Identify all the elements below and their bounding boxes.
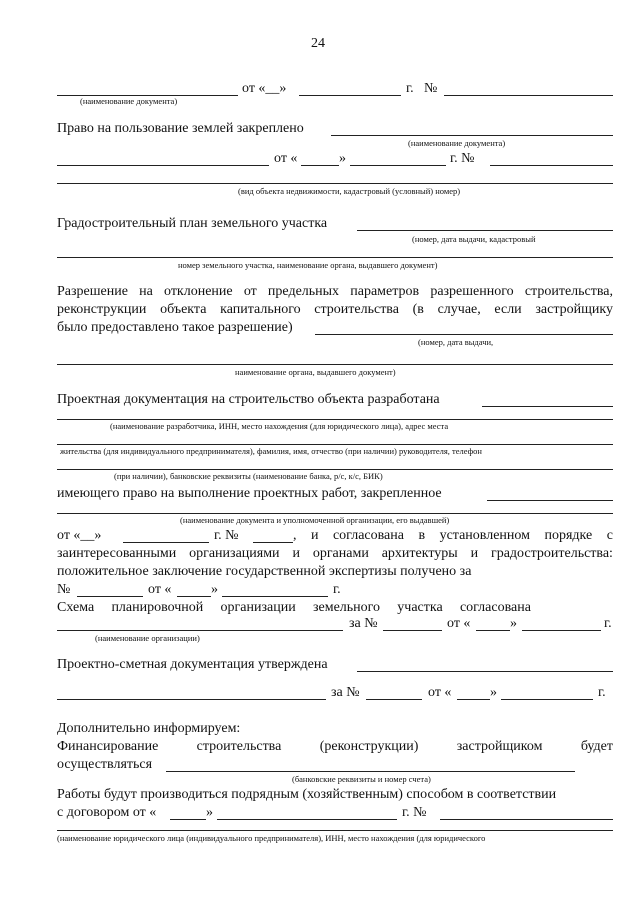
project-docs-line-5[interactable] — [57, 513, 613, 514]
deviation-permit-word: от — [243, 284, 257, 299]
site-plan-title-word: земельного — [312, 600, 381, 615]
works-line: Работы будут производиться подрядным (хозяйственным) способом в соответствии — [57, 787, 557, 802]
project-docs-date-from: от «__» — [57, 528, 102, 543]
estimate-docs-month-line[interactable] — [501, 699, 593, 700]
site-plan-title-word: согласована — [459, 600, 531, 615]
site-plan-day-line[interactable] — [476, 630, 510, 631]
deviation-permit-word: (в — [412, 302, 424, 317]
deviation-permit-line-2 — [57, 303, 613, 317]
financing-word: будет — [580, 739, 613, 754]
site-plan-title-word: планировочной — [111, 600, 204, 615]
estimate-docs-year-label: г. — [598, 685, 606, 700]
deviation-permit-word: на — [139, 284, 153, 299]
date-line[interactable] — [299, 95, 401, 96]
deviation-permit-word: объекта — [160, 302, 207, 317]
project-docs-agencies-word: архитектуры — [381, 546, 458, 561]
expertise-day-line[interactable] — [177, 596, 211, 597]
project-docs-note-4: (наименование документа и уполномоченной организации, его выдавшей) — [180, 515, 450, 525]
deviation-permit-word: застройщику — [535, 302, 613, 317]
deviation-permit-word: параметров — [350, 284, 420, 299]
site-plan-date-from: от « — [447, 616, 471, 631]
deviation-permit-line[interactable] — [315, 334, 613, 335]
contractor-line[interactable] — [57, 830, 613, 831]
financing-note: (банковские реквизиты и номер счета) — [292, 774, 431, 784]
site-plan-number-label: за № — [349, 616, 378, 631]
page-number: 24 — [311, 36, 325, 51]
urban-plan-title: Градостроительный план земельного участка — [57, 216, 328, 231]
project-docs-line-4[interactable] — [57, 469, 613, 470]
land-right-year-number: г. № — [450, 151, 475, 166]
land-right-document-note: (наименование документа) — [408, 138, 506, 148]
financing-bank-line[interactable] — [166, 771, 575, 772]
financing-line-2: осуществляться — [57, 757, 153, 772]
number-label: № — [424, 81, 438, 96]
project-docs-line-2[interactable] — [57, 419, 613, 420]
property-object-line[interactable] — [57, 183, 613, 184]
project-docs-agreed-word: с — [606, 528, 613, 543]
project-docs-year-number: г. № — [214, 528, 239, 543]
site-plan-quote: » — [510, 616, 517, 631]
expertise-month-line[interactable] — [222, 596, 328, 597]
site-plan-year-label: г. — [604, 616, 612, 631]
contract-number-line[interactable] — [440, 819, 613, 820]
land-right-title: Право на пользование землей закреплено — [57, 121, 304, 136]
estimate-docs-line-2[interactable] — [57, 699, 326, 700]
deviation-permit-note-2: наименование органа, выдавшего документ) — [235, 367, 396, 377]
deviation-permit-word: предельных — [267, 284, 340, 299]
additional-info-title: Дополнительно информируем: — [57, 721, 241, 736]
estimate-docs-title: Проектно-сметная документация утверждена — [57, 657, 328, 672]
land-right-number-line[interactable] — [490, 165, 613, 166]
land-right-date-from: от « — [274, 151, 298, 166]
land-right-month-line[interactable] — [350, 165, 446, 166]
financing-word: застройщиком — [456, 739, 543, 754]
financing-word: (реконструкции) — [319, 739, 419, 754]
contract-date-from: с договором от « — [57, 805, 157, 820]
deviation-permit-word: если — [494, 302, 522, 317]
project-docs-agreed-word: в — [418, 528, 426, 543]
financing-word: Финансирование — [57, 739, 159, 754]
site-plan-note: (наименование организации) — [95, 633, 200, 643]
contract-day-line[interactable] — [170, 819, 206, 820]
deviation-permit-line-1 — [57, 285, 613, 299]
project-docs-note-3: (при наличии), банковские реквизиты (наименование банка, р/с, к/с, БИК) — [114, 471, 383, 481]
expertise-year-label: г. — [333, 582, 341, 597]
contract-quote: » — [206, 805, 213, 820]
project-docs-developer-line[interactable] — [482, 406, 613, 407]
estimate-docs-number-line[interactable] — [366, 699, 422, 700]
deviation-permit-word: Разрешение — [57, 284, 128, 299]
land-right-quote: » — [339, 151, 346, 166]
site-plan-month-line[interactable] — [522, 630, 601, 631]
project-docs-date-line[interactable] — [123, 542, 209, 543]
project-docs-right-doc-line[interactable] — [487, 500, 613, 501]
estimate-docs-number-label: за № — [331, 685, 360, 700]
project-docs-agencies-word: и — [470, 546, 479, 561]
estimate-docs-quote: » — [490, 685, 497, 700]
project-docs-agencies-word: и — [292, 546, 300, 561]
site-plan-title-word: участка — [397, 600, 443, 615]
project-docs-agreed-word: порядке — [544, 528, 593, 543]
land-right-day-line[interactable] — [301, 165, 339, 166]
project-docs-agencies-word: организациями — [189, 546, 280, 561]
urban-plan-line-2[interactable] — [57, 257, 613, 258]
deviation-permit-word: строительства, — [524, 284, 613, 299]
site-plan-number-line[interactable] — [383, 630, 442, 631]
contractor-note: (наименование юридического лица (индивидуального предпринимателя), ИНН, место нахождения (для юридического — [57, 833, 486, 843]
project-docs-agreed-line — [293, 529, 613, 543]
expertise-line: положительное заключение государственной экспертизы получено за — [57, 564, 472, 579]
project-docs-agencies-word: градостроительства: — [490, 546, 613, 561]
deviation-permit-word: строительства — [314, 302, 399, 317]
project-docs-agencies-line — [57, 547, 613, 561]
project-docs-agencies-word: органами — [312, 546, 369, 561]
urban-plan-line[interactable] — [357, 230, 613, 231]
financing-line — [57, 740, 613, 754]
deviation-permit-word: капитального — [220, 302, 301, 317]
site-plan-title-word: организации — [220, 600, 296, 615]
deviation-permit-word: реконструкции — [57, 302, 147, 317]
deviation-permit-note-1: (номер, дата выдачи, — [418, 337, 494, 347]
expertise-number-line[interactable] — [77, 596, 143, 597]
deviation-permit-line-3: было предоставлено такое разрешение) — [57, 320, 293, 335]
project-docs-title: Проектная документация на строительство объекта разработана — [57, 392, 440, 407]
land-right-line-2[interactable] — [57, 165, 269, 166]
date-from-label: от «__» — [242, 81, 287, 96]
deviation-permit-word: разрешенного — [430, 284, 514, 299]
project-docs-line-3[interactable] — [57, 444, 613, 445]
project-docs-number-line[interactable] — [253, 542, 293, 543]
deviation-permit-word: случае, — [437, 302, 481, 317]
project-docs-right-line: имеющего право на выполнение проектных работ, закрепленное — [57, 486, 442, 501]
project-docs-agreed-word: и — [310, 528, 319, 543]
project-docs-agencies-word: заинтересованными — [57, 546, 177, 561]
expertise-date-from: от « — [148, 582, 172, 597]
document-name-note: (наименование документа) — [80, 96, 178, 106]
project-docs-agreed-word: , — [293, 528, 297, 543]
estimate-docs-line[interactable] — [357, 671, 613, 672]
year-label: г. — [406, 81, 414, 96]
site-plan-title-word: Схема — [57, 600, 95, 615]
contract-month-line[interactable] — [217, 819, 397, 820]
project-docs-agreed-word: согласована — [332, 528, 404, 543]
site-plan-title — [57, 601, 531, 615]
expertise-number-label: № — [57, 582, 71, 597]
urban-plan-note-1: (номер, дата выдачи, кадастровый — [412, 234, 536, 244]
project-docs-agreed-word: установленном — [439, 528, 530, 543]
deviation-permit-line-2-field[interactable] — [57, 364, 613, 365]
project-docs-note-2: жительства (для индивидуального предпринимателя), фамилия, имя, отчество (при наличии) руководителя, телефон — [60, 446, 482, 456]
financing-word: строительства — [196, 739, 282, 754]
contract-year-number: г. № — [402, 805, 427, 820]
estimate-docs-day-line[interactable] — [457, 699, 490, 700]
site-plan-organization-line[interactable] — [57, 630, 343, 631]
estimate-docs-date-from: от « — [428, 685, 452, 700]
expertise-quote: » — [211, 582, 218, 597]
land-right-document-line[interactable] — [331, 135, 613, 136]
deviation-permit-word: отклонение — [164, 284, 233, 299]
number-line[interactable] — [444, 95, 613, 96]
project-docs-note-1: (наименование разработчика, ИНН, место нахождения (для юридического лица), адрес места — [110, 421, 449, 431]
urban-plan-note-2: номер земельного участка, наименование органа, выдавшего документ) — [178, 260, 438, 270]
property-object-note: (вид объекта недвижимости, кадастровый (условный) номер) — [238, 186, 461, 196]
